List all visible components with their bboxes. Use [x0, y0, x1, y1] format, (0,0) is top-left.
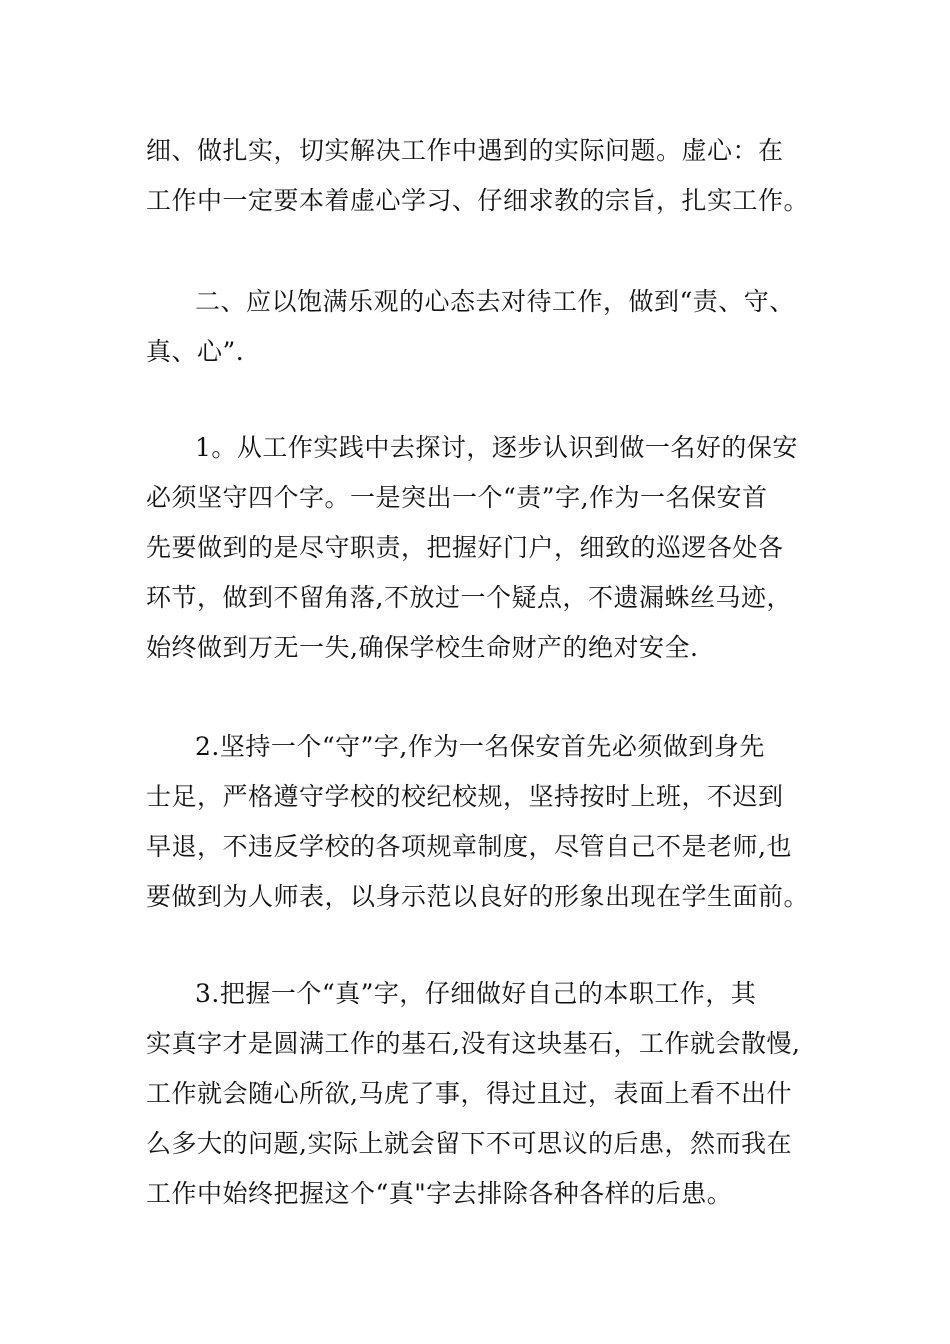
- paragraph-4-line-4: 要做到为人师表，以身示范以良好的形象出现在学生面前。: [146, 882, 810, 911]
- paragraph-5-line-3: 工作就会随心所欲,马虎了事，得过且过，表面上看不出什: [146, 1079, 792, 1108]
- paragraph-3-line-4: 环节，做到不留角落,不放过一个疑点，不遗漏蛛丝马迹，: [146, 583, 792, 612]
- paragraph-5-line-4: 么多大的问题,实际上就会留下不可思议的后患，然而我在: [146, 1129, 792, 1158]
- paragraph-3-line-3: 先要做到的是尽守职责，把握好门户，细致的巡逻各处各: [146, 533, 784, 562]
- paragraph-4-line-1: 2.坚持一个“守”字,作为一名保安首先必须做到身先: [195, 732, 765, 761]
- paragraph-4-line-3: 早退，不违反学校的各项规章制度，尽管自己不是老师,也: [146, 832, 792, 861]
- paragraph-3-line-1: 1。从工作实践中去探讨，逐步认识到做一名好的保安: [195, 433, 798, 462]
- paragraph-2-line-1: 二、应以饱满乐观的心态去对待工作，做到“责、守、: [195, 287, 795, 316]
- paragraph-1-line-1: 细、做扎实，切实解决工作中遇到的实际问题。虚心：在: [146, 136, 784, 165]
- paragraph-2-line-2: 真、心”.: [146, 337, 245, 366]
- paragraph-3-line-2: 必须坚守四个字。一是突出一个“责”字,作为一名保安首: [146, 483, 768, 512]
- paragraph-5-line-2: 实真字才是圆满工作的基石,没有这块基石，工作就会散慢,: [146, 1029, 801, 1058]
- paragraph-4-line-2: 士足，严格遵守学校的校纪校规，坚持按时上班，不迟到: [146, 782, 784, 811]
- paragraph-1-line-2: 工作中一定要本着虚心学习、仔细求教的宗旨，扎实工作。: [146, 186, 810, 215]
- paragraph-3-line-5: 始终做到万无一失,确保学校生命财产的绝对安全.: [146, 633, 699, 662]
- paragraph-5-line-5: 工作中始终把握这个“真"字去排除各种各样的后患。: [146, 1179, 733, 1208]
- paragraph-5-line-1: 3.把握一个“真”字，仔细做好自己的本职工作，其: [195, 979, 757, 1008]
